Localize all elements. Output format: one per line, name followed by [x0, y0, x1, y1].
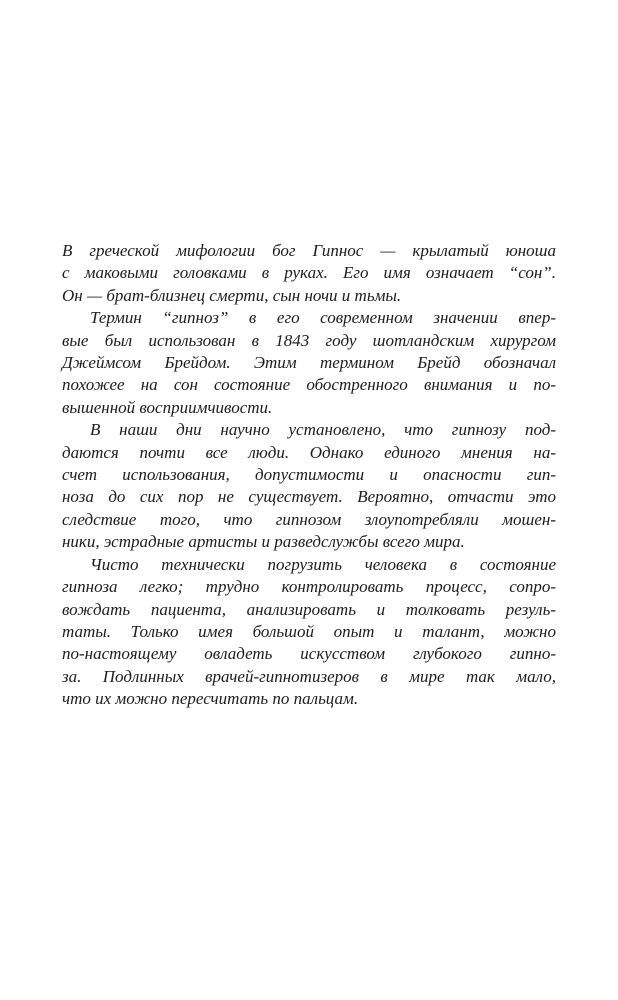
text-line: ники, эстрадные артисты и разведслужбы всего мира.	[62, 532, 465, 552]
text-line: по-настоящему овладеть искусством глубокого гипно-	[62, 644, 556, 664]
paragraph-3	[62, 419, 556, 553]
paragraph-4	[62, 554, 556, 711]
text-line: счет использования, допустимости и опасности гип-	[62, 465, 556, 485]
text-line: гипноза легко; трудно контролировать процесс, сопро-	[62, 577, 556, 597]
text-line: В наши дни научно установлено, что гипнозу под-	[90, 420, 556, 440]
text-line: вождать пациента, анализировать и толковать резуль-	[62, 599, 556, 619]
text-line: за. Подлинных врачей-гипнотизеров в мире так мало,	[62, 666, 556, 686]
text-line: похожее на сон состояние обостренного внимания и по-	[62, 375, 556, 395]
text-line: Джеймсом Брейдом. Этим термином Брейд обозначал	[62, 353, 556, 373]
text-line: вышенной восприимчивости.	[62, 397, 273, 417]
text-line: ноза до сих пор не существует. Вероятно, отчасти это	[62, 487, 556, 507]
text-line: следствие того, что гипнозом злоупотребляли мошен-	[62, 509, 556, 529]
text-line: Термин “гипноз” в его современном значении впер-	[90, 308, 556, 328]
text-line: Чисто технически погрузить человека в состояние	[90, 554, 556, 574]
text-line: В греческой мифологии бог Гипнос — крылатый юноша	[62, 241, 556, 260]
text-line: Он — брат-близнец смерти, сын ночи и тьмы.	[62, 285, 402, 305]
text-line: что их можно пересчитать по пальцам.	[62, 689, 359, 709]
paragraph-2	[62, 307, 556, 419]
text-line: вые был использован в 1843 году шотландским хирургом	[62, 330, 556, 350]
text-line: даются почти все люди. Однако единого мнения на-	[62, 442, 556, 462]
paragraph-1	[62, 240, 556, 307]
text-line: таты. Только имея большой опыт и талант, можно	[62, 621, 556, 641]
text-block	[62, 240, 556, 711]
text-line: с маковыми головками в руках. Его имя означает “сон”.	[62, 263, 556, 283]
